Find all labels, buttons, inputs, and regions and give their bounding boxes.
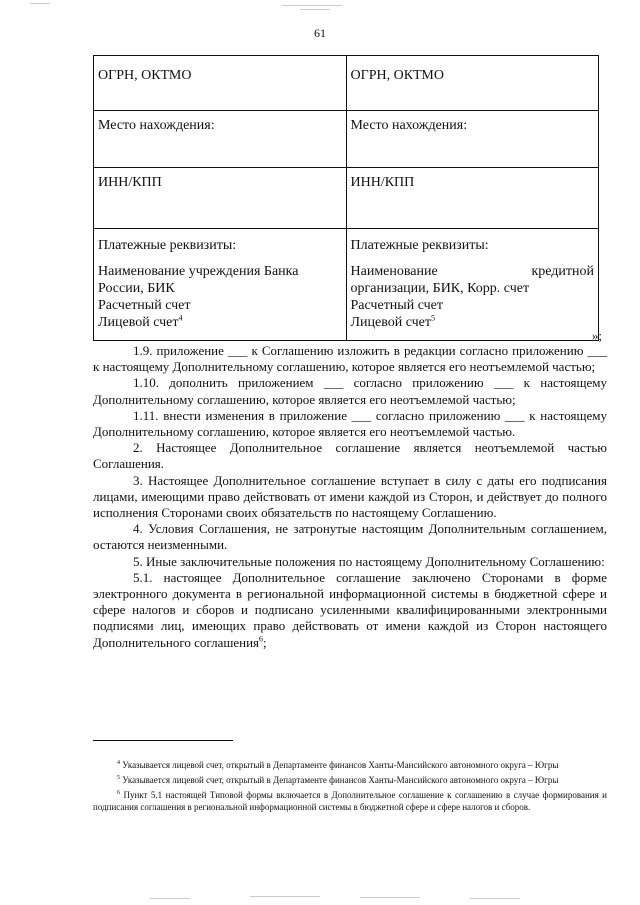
closing-quote: »;: [591, 328, 602, 343]
paragraph-text: 5.1. настоящее Дополнительное соглашение заключено Сторонами в форме электронного документа в региональной информационной системы в бюджетной сфере и сфере налогов и сборов и подписано усиленными квалифицированными электронными подписями лиц, имеющих право действовать от имени каждой из Сторон настоящего Дополнительного соглашения: [93, 569, 607, 650]
payment-details-row: [94, 229, 599, 341]
bank-name-line: организации, БИК, Корр. счет: [350, 281, 530, 296]
paragraph: 1.10. дополнить приложением ___ согласно приложению ___ к настоящему Дополнительному соглашению, которое является его неотъемлемой частью;: [93, 375, 607, 407]
footnote-number: 6: [117, 790, 120, 796]
footnote-number: 4: [117, 760, 120, 766]
table-cell: Место нахождения:: [346, 111, 599, 168]
document-body: [93, 343, 607, 651]
footnotes: [93, 759, 607, 816]
bank-name-line: Наименование учреждения Банка: [98, 264, 299, 279]
paragraph-end: ;: [263, 634, 267, 650]
footnote-number: 5: [117, 775, 120, 781]
footnote-text: Пункт 5.1 настоящей Типовой формы включается в Дополнительное соглашение к соглашению в случае формирования и подписания соглашения в региональной информационной системы в бюджетной сфере и сфере налогов и сборов.: [93, 790, 607, 812]
paragraph: 1.11. внести изменения в приложение ___ согласно приложению ___ к настоящему Дополнительному соглашению, которое является его неотъемлемой частью.: [93, 407, 607, 440]
paragraph: 4. Условия Соглашения, не затронутые настоящим Дополнительным соглашением, остаются неизменными.: [93, 521, 607, 553]
personal-account-line: [351, 314, 595, 331]
payment-details-left: [94, 229, 347, 341]
footnote: [93, 774, 607, 786]
table-cell: ИНН/КПП: [346, 168, 599, 229]
table-cell: ОГРН, ОКТМО: [94, 56, 347, 111]
table-cell: Место нахождения:: [94, 111, 347, 168]
bank-name-word: Наименование: [350, 264, 438, 279]
footnote-ref: 6: [259, 634, 264, 644]
paragraph: 2. Настоящее Дополнительное соглашение является неотъемлемой частью Соглашения.: [93, 440, 607, 472]
bank-name-line: [351, 263, 595, 280]
footnote-separator: [93, 740, 233, 741]
bank-name-word: кредитной: [531, 264, 594, 279]
paragraph: 3. Настоящее Дополнительное соглашение вступает в силу с даты его подписания лицами, имеющими право действовать от имени каждой из Сторон, и действует до полного исполнения Сторонами своих обязательств по настоящему Соглашению.: [93, 472, 607, 521]
table-cell: ИНН/КПП: [94, 168, 347, 229]
requisites-table: [93, 55, 599, 341]
table-cell: ОГРН, ОКТМО: [346, 56, 599, 111]
settlement-account: Расчетный счет: [350, 298, 444, 313]
payment-title: Платежные реквизиты:: [350, 238, 489, 253]
paragraph-5-1: [93, 570, 607, 651]
footnote: [93, 789, 607, 813]
footnote-ref: 4: [178, 313, 183, 323]
personal-account-line: [98, 314, 342, 331]
table-row: [94, 111, 599, 168]
bank-name-line: России, БИК: [98, 281, 175, 296]
paragraph: 1.9. приложение ___ к Соглашению изложить в редакции согласно приложению ___ к настоящему Дополнительному соглашению, которое является его неотъемлемой частью;: [93, 343, 607, 375]
table-row: [94, 56, 599, 111]
settlement-account: Расчетный счет: [98, 298, 191, 313]
personal-account: Лицевой счет: [350, 315, 432, 330]
payment-title: Платежные реквизиты:: [98, 238, 237, 253]
footnote-text: Указывается лицевой счет, открытый в Департаменте финансов Ханты-Мансийского автономного округа – Югры: [122, 775, 559, 785]
table-row: [94, 168, 599, 229]
payment-details-right: [346, 229, 599, 341]
page-number: 61: [314, 26, 326, 40]
footnote-text: Указывается лицевой счет, открытый в Департаменте финансов Ханты-Мансийского автономного округа – Югры: [122, 760, 559, 770]
personal-account: Лицевой счет: [98, 315, 179, 330]
paragraph: 5. Иные заключительные положения по настоящему Дополнительному Соглашению:: [133, 553, 605, 569]
footnote-ref: 5: [431, 313, 436, 323]
footnote: [93, 759, 607, 771]
